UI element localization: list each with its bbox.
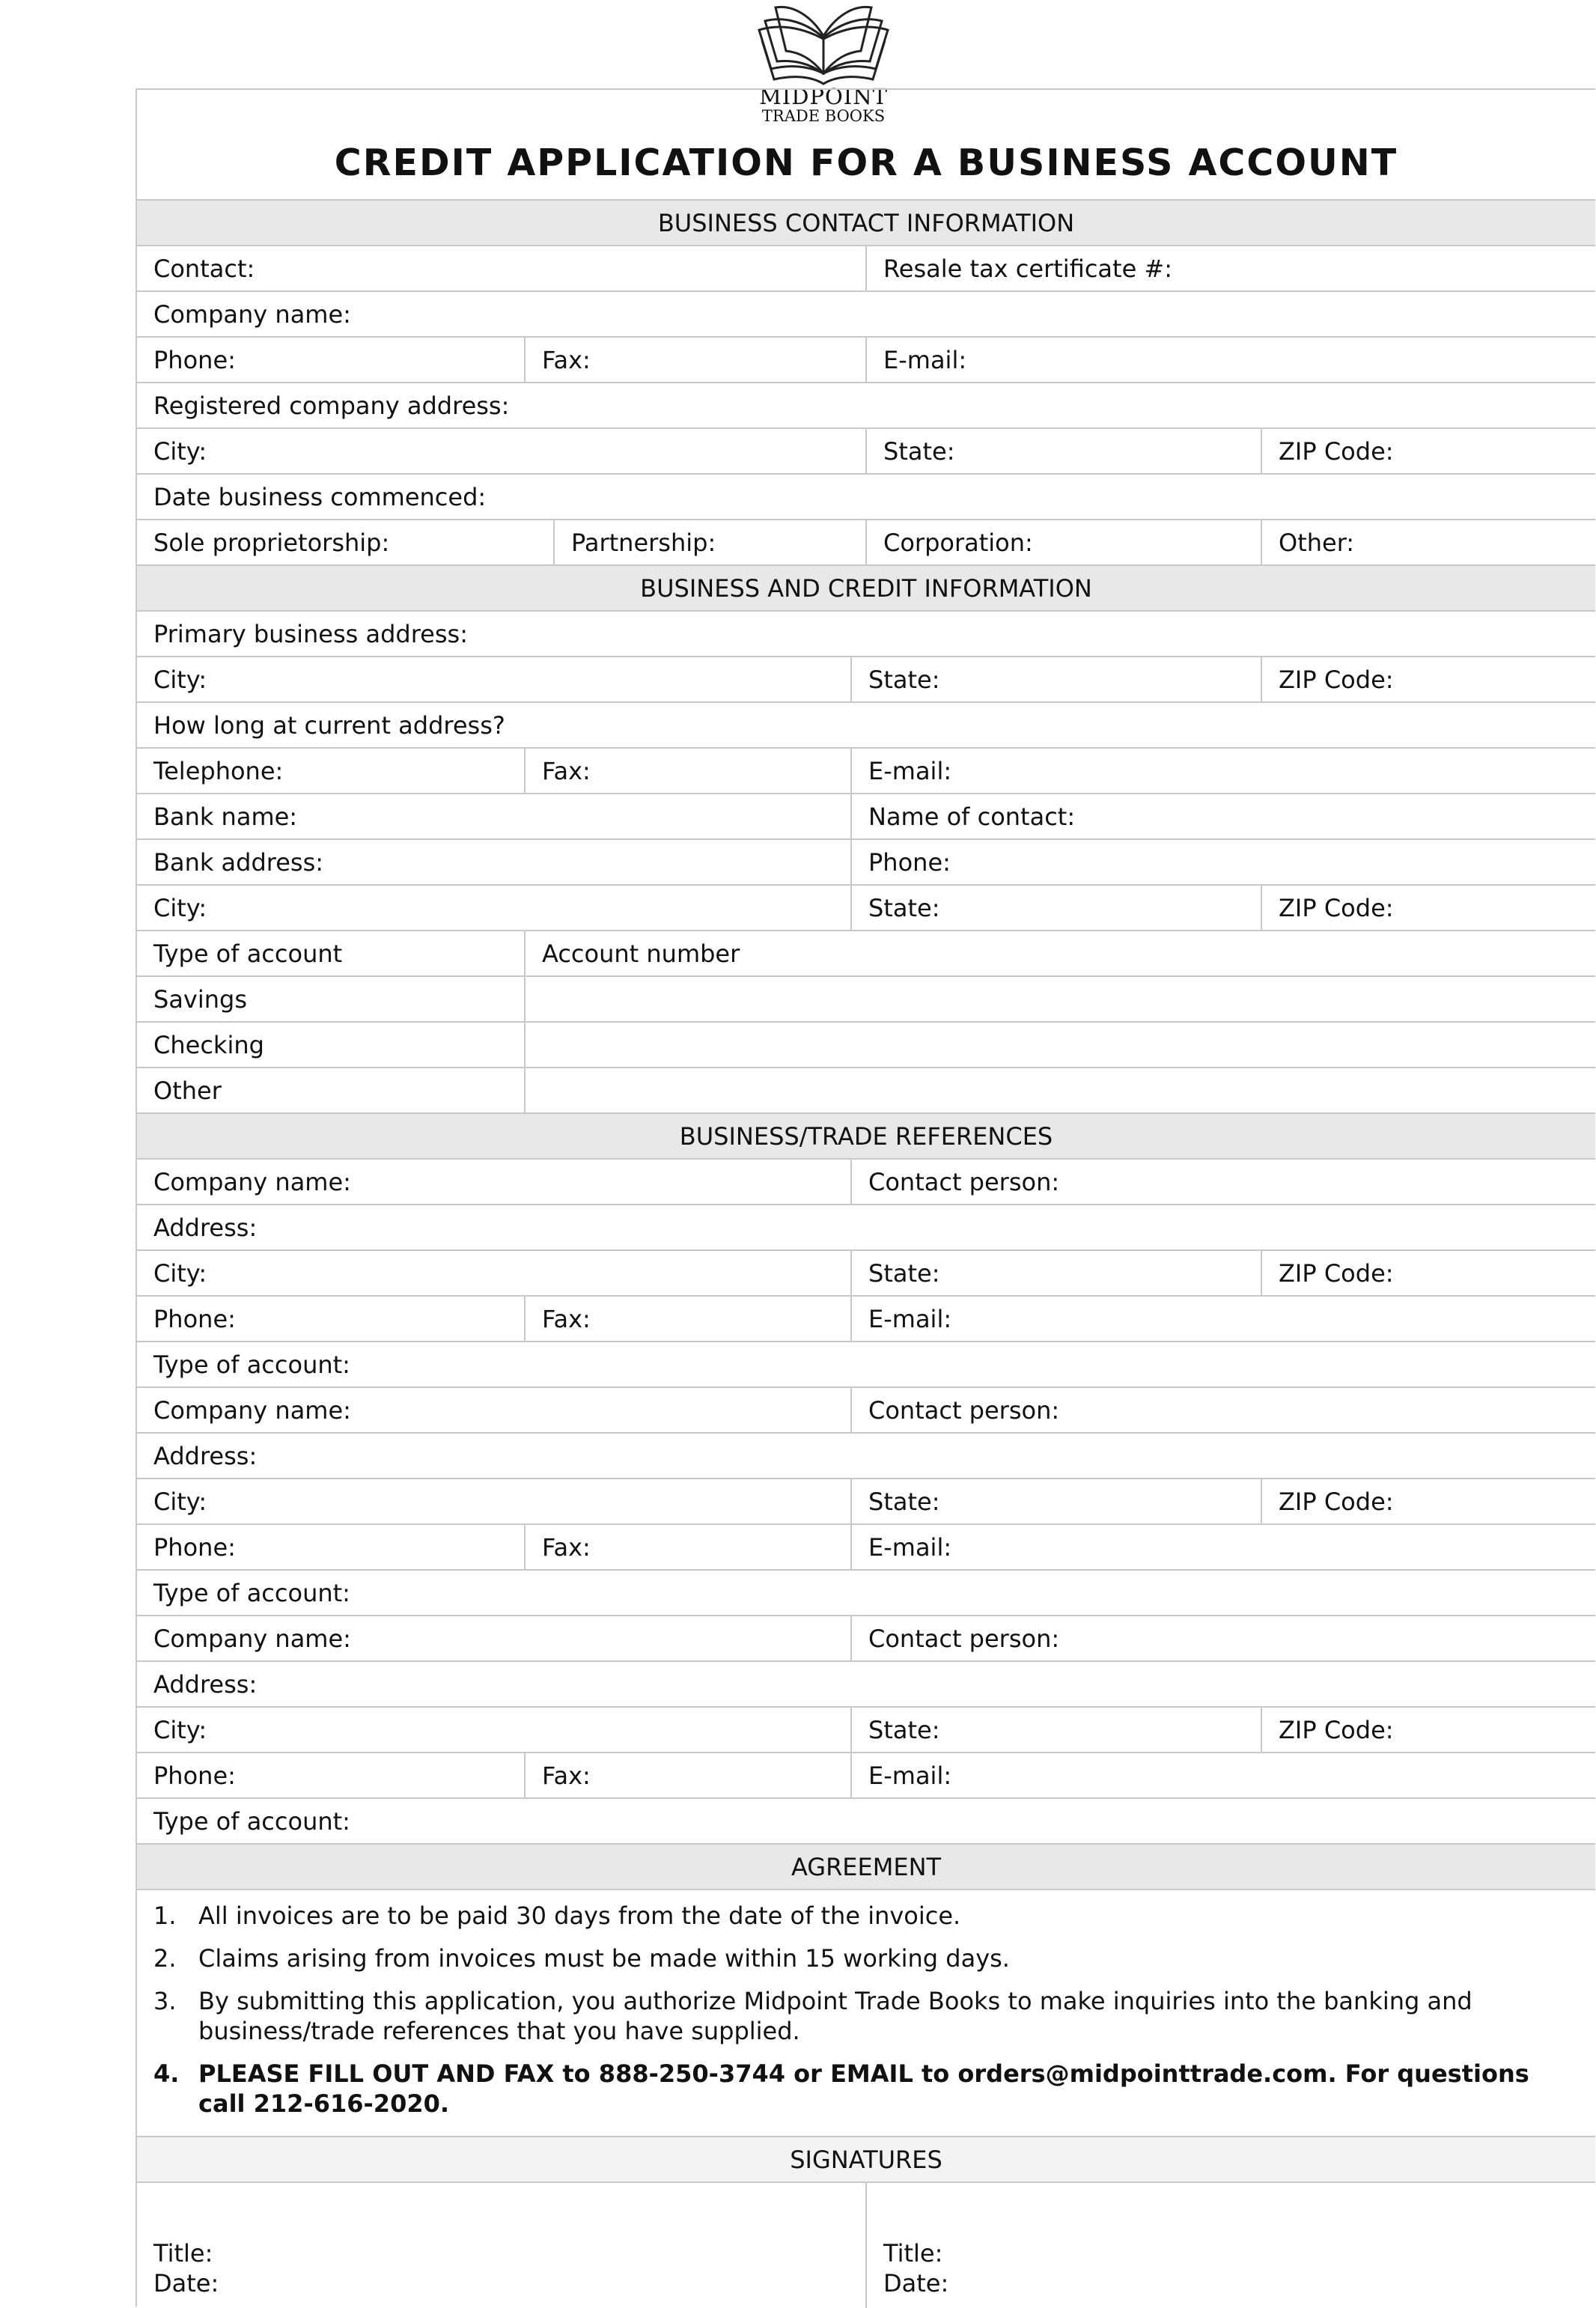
primary-address-field[interactable]: Primary business address:	[153, 619, 468, 648]
date-commenced-field[interactable]: Date business commenced:	[153, 482, 487, 511]
form-row	[137, 1525, 1595, 1571]
form-row	[137, 1205, 1595, 1251]
phone-field[interactable]: Phone:	[137, 338, 526, 382]
ref1-company-name-field[interactable]: Company name:	[137, 1160, 852, 1204]
open-book-icon	[749, 0, 898, 88]
logo-line1: MIDPOINT	[759, 84, 888, 109]
logo-line2: TRADE BOOKS	[761, 107, 886, 125]
ref3-zip-field[interactable]: ZIP Code:	[1279, 1715, 1394, 1744]
form-row	[137, 292, 1595, 338]
ref2-company-name-field[interactable]: Company name:	[137, 1388, 852, 1432]
signatures-row	[137, 2183, 1595, 2308]
form-row	[137, 475, 1595, 520]
partnership-field[interactable]: Partnership:	[555, 520, 867, 564]
section-header-references: BUSINESS/TRADE REFERENCES	[137, 1114, 1595, 1160]
ref1-address-field[interactable]: Address:	[153, 1213, 258, 1242]
form-row	[137, 1023, 1595, 1068]
fax-field[interactable]: Fax:	[526, 749, 852, 793]
ref3-account-type-field[interactable]: Type of account:	[153, 1806, 350, 1836]
ref3-address-field[interactable]: Address:	[153, 1669, 258, 1699]
date-label: Date:	[883, 2269, 949, 2298]
ref3-state-field[interactable]: State:	[852, 1708, 1262, 1752]
form-row	[137, 657, 1595, 703]
ref2-fax-field[interactable]: Fax:	[526, 1525, 852, 1569]
email-field[interactable]: E-mail:	[883, 345, 967, 374]
form-row	[137, 840, 1595, 886]
ref3-contact-person-field[interactable]: Contact person:	[868, 1624, 1060, 1653]
email-field[interactable]: E-mail:	[868, 756, 952, 785]
fax-field[interactable]: Fax:	[526, 338, 867, 382]
form-row	[137, 612, 1595, 657]
sole-proprietorship-field[interactable]: Sole proprietorship:	[137, 520, 555, 564]
ref1-city-field[interactable]: City:	[137, 1251, 852, 1295]
form-row	[137, 931, 1595, 977]
agreement-item	[153, 1943, 1595, 1973]
corporation-field[interactable]: Corporation:	[867, 520, 1262, 564]
form-row	[137, 338, 1595, 383]
ref2-account-type-field[interactable]: Type of account:	[153, 1578, 350, 1607]
zip-field[interactable]: ZIP Code:	[1279, 893, 1394, 922]
form-row	[137, 383, 1595, 429]
form-row	[137, 1068, 1595, 1114]
ref2-state-field[interactable]: State:	[852, 1479, 1262, 1523]
ref1-email-field[interactable]: E-mail:	[868, 1304, 952, 1333]
form-row	[137, 429, 1595, 475]
agreement-item-number: 1.	[153, 1901, 177, 1930]
form-row	[137, 794, 1595, 840]
agreement-item	[153, 1901, 1595, 1931]
form-row	[137, 1251, 1595, 1297]
agreement-item	[153, 1986, 1595, 2046]
form-row	[137, 1160, 1595, 1205]
agreement-item	[153, 2059, 1595, 2119]
form-row	[137, 749, 1595, 794]
form-row	[137, 1799, 1595, 1845]
agreement-list	[137, 1890, 1595, 2137]
ref3-email-field[interactable]: E-mail:	[868, 1761, 952, 1790]
ref1-account-type-field[interactable]: Type of account:	[153, 1350, 350, 1379]
account-type-header: Type of account	[137, 931, 526, 975]
form-row	[137, 1662, 1595, 1708]
savings-account-number-field[interactable]	[526, 977, 1595, 1021]
ref2-phone-field[interactable]: Phone:	[137, 1525, 526, 1569]
ref2-email-field[interactable]: E-mail:	[868, 1532, 952, 1562]
form-row	[137, 246, 1595, 292]
form-row	[137, 703, 1595, 749]
contact-field[interactable]: Contact:	[137, 246, 867, 290]
how-long-field[interactable]: How long at current address?	[153, 710, 505, 740]
form-row	[137, 977, 1595, 1023]
form-row	[137, 1479, 1595, 1525]
ref2-contact-person-field[interactable]: Contact person:	[868, 1395, 1060, 1425]
ref1-state-field[interactable]: State:	[852, 1251, 1262, 1295]
zip-field[interactable]: ZIP Code:	[1279, 665, 1394, 694]
agreement-item-number: 3.	[153, 1987, 177, 2015]
ref3-phone-field[interactable]: Phone:	[137, 1753, 526, 1797]
ref2-city-field[interactable]: City:	[137, 1479, 852, 1523]
bank-phone-field[interactable]: Phone:	[868, 847, 951, 877]
city-field[interactable]: City:	[137, 657, 852, 701]
ref3-company-name-field[interactable]: Company name:	[137, 1616, 852, 1660]
agreement-item-text: By submitting this application, you authorize Midpoint Trade Books to make inquiries into the banking and business/trade references that you have supplied.	[198, 1987, 1472, 2045]
ref2-zip-field[interactable]: ZIP Code:	[1279, 1487, 1394, 1516]
credit-application-form	[135, 88, 1595, 2307]
agreement-item-text: PLEASE FILL OUT AND FAX to 888-250-3744 or EMAIL to orders@midpointtrade.com. For questions call 212-616-2020.	[198, 2059, 1529, 2118]
agreement-item-number: 4.	[153, 2059, 180, 2088]
section-header-contact: BUSINESS CONTACT INFORMATION	[137, 201, 1595, 246]
page-title: CREDIT APPLICATION FOR A BUSINESS ACCOUNT	[137, 90, 1595, 201]
city-field[interactable]: City:	[137, 429, 867, 473]
other-account-number-field[interactable]	[526, 1068, 1595, 1112]
form-row	[137, 1753, 1595, 1799]
state-field[interactable]: State:	[852, 657, 1262, 701]
zip-field[interactable]: ZIP Code:	[1279, 436, 1394, 466]
title-label: Title:	[883, 2239, 943, 2268]
title-label: Title:	[153, 2239, 213, 2268]
form-row	[137, 886, 1595, 931]
agreement-item-text: All invoices are to be paid 30 days from the date of the invoice.	[198, 1901, 961, 1930]
form-row	[137, 1388, 1595, 1434]
ref2-address-field[interactable]: Address:	[153, 1441, 258, 1470]
other-account-label: Other	[137, 1068, 526, 1112]
form-row	[137, 1616, 1595, 1662]
state-field[interactable]: State:	[867, 429, 1262, 473]
bank-address-field[interactable]: Bank address:	[137, 840, 852, 884]
ref1-fax-field[interactable]: Fax:	[526, 1297, 852, 1341]
ref1-zip-field[interactable]: ZIP Code:	[1279, 1258, 1394, 1288]
company-name-field[interactable]: Company name:	[153, 299, 351, 329]
state-field[interactable]: State:	[852, 886, 1262, 930]
date-label: Date:	[153, 2269, 219, 2298]
agreement-item-text: Claims arising from invoices must be made within 15 working days.	[198, 1944, 1010, 1973]
signature-block-left[interactable]	[137, 2183, 867, 2308]
bank-contact-field[interactable]: Name of contact:	[868, 802, 1076, 831]
city-field[interactable]: City:	[137, 886, 852, 930]
account-number-header: Account number	[542, 939, 740, 968]
ref3-fax-field[interactable]: Fax:	[526, 1753, 852, 1797]
telephone-field[interactable]: Telephone:	[137, 749, 526, 793]
ref1-contact-person-field[interactable]: Contact person:	[868, 1167, 1060, 1196]
signature-block-right[interactable]	[867, 2183, 1595, 2308]
resale-tax-field[interactable]: Resale tax certificate #:	[883, 254, 1173, 283]
bank-name-field[interactable]: Bank name:	[137, 794, 852, 838]
other-entity-field[interactable]: Other:	[1279, 528, 1355, 557]
registered-address-field[interactable]: Registered company address:	[153, 391, 510, 420]
savings-label: Savings	[137, 977, 526, 1021]
form-row	[137, 1342, 1595, 1388]
form-row	[137, 1297, 1595, 1342]
ref1-phone-field[interactable]: Phone:	[137, 1297, 526, 1341]
form-row	[137, 520, 1595, 566]
section-header-agreement: AGREEMENT	[137, 1845, 1595, 1890]
form-row	[137, 1571, 1595, 1616]
ref3-city-field[interactable]: City:	[137, 1708, 852, 1752]
agreement-item-number: 2.	[153, 1944, 177, 1973]
form-row	[137, 1708, 1595, 1753]
checking-label: Checking	[137, 1023, 526, 1067]
section-header-signatures: SIGNATURES	[137, 2137, 1595, 2183]
checking-account-number-field[interactable]	[526, 1023, 1595, 1067]
section-header-credit: BUSINESS AND CREDIT INFORMATION	[137, 566, 1595, 612]
form-row	[137, 1434, 1595, 1479]
